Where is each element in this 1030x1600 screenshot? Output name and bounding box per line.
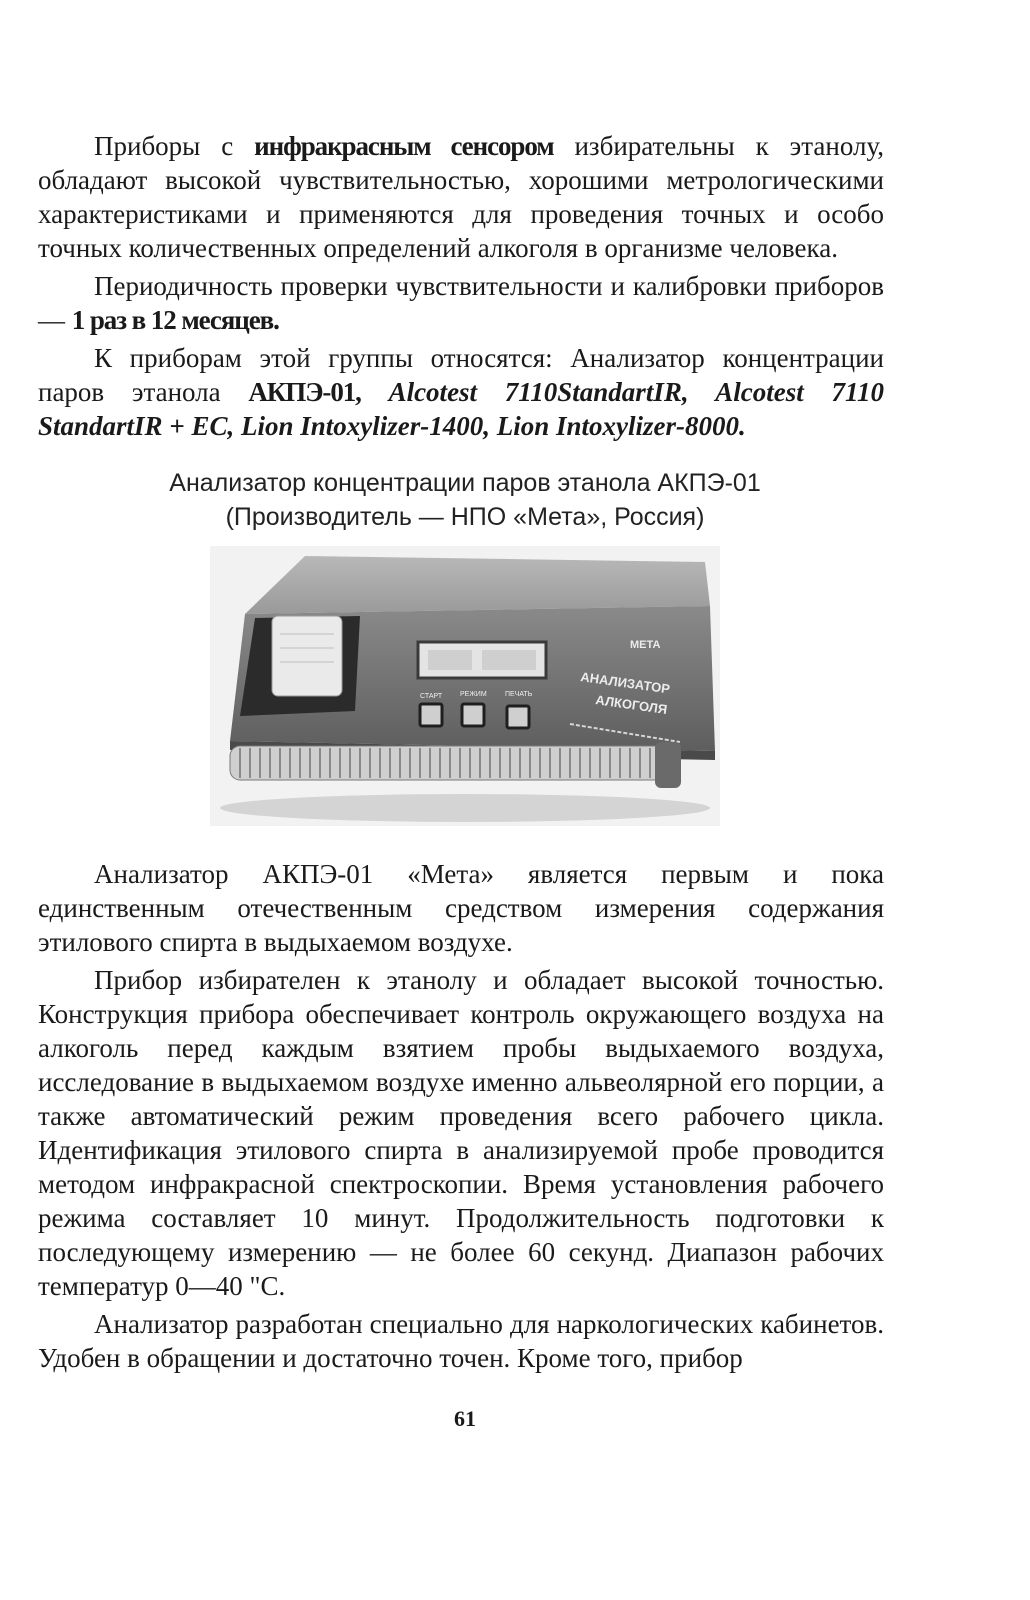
bold-term: инфракрасным сенсором xyxy=(254,131,554,161)
text-run: Периодичность проверки чувствительности и калибровки приборов — xyxy=(38,271,884,335)
paper-roll-icon xyxy=(272,616,342,696)
device-name-line-1: АНАЛИЗАТОР xyxy=(579,669,671,697)
lower-text-block xyxy=(38,857,884,1375)
caption-line-1: Анализатор концентрации паров этанола АКПЭ-01 xyxy=(169,469,761,497)
mode-button xyxy=(462,704,484,726)
page-number: 61 xyxy=(454,1406,476,1431)
device-shadow xyxy=(220,794,710,822)
bold-italic-models: Alcotest 7110StandartIR, Alcotest 7110 StandartIR + EC, Lion Intoxylizer-1400, Lion Intoxylizer-8000. xyxy=(38,377,884,441)
bold-model: АКПЭ-01, xyxy=(248,377,361,407)
upper-text-block xyxy=(38,129,884,443)
text-run: избирательны к этанолу, обладают высокой чувствительностью, хорошими метрологическими характеристиками и применяются для проведения точных и особо точных количественных определений алкоголя в организме человека. xyxy=(38,131,885,263)
figure-caption xyxy=(60,466,870,534)
caption-line-2: (Производитель — НПО «Мета», Россия) xyxy=(225,503,705,531)
paragraph-narcology-use: Анализатор разработан специально для наркологических кабинетов. Удобен в обращении и достаточно точен. Кроме того, прибор xyxy=(38,1309,884,1373)
paragraph-first-domestic: Анализатор АКПЭ-01 «Мета» является первым и пока единственным отечественным средством измерения содержания этилового спирта в выдыхаемом воздухе. xyxy=(38,859,884,957)
paragraph-infrared-sensor xyxy=(38,129,884,265)
device-photo xyxy=(210,546,720,826)
bold-period: 1 раз в 12 месяцев. xyxy=(71,305,279,335)
text-run: К приборам этой группы относятся: Анализатор концентрации паров этанола xyxy=(38,343,884,407)
device-name-line-2: АЛКОГОЛЯ xyxy=(594,692,669,718)
start-button xyxy=(420,704,442,726)
text-run: Приборы с xyxy=(94,131,255,161)
paragraph-device-features: Прибор избирателен к этанолу и обладает высокой точностью. Конструкция прибора обеспечивает контроль окружающего воздуха на алкоголь перед каждым взятием пробы выдыхаемого воздуха, исследование в выдыхаемом воздухе именно альвеолярной его порции, а также автоматический режим проведения всего рабочего цикла. Идентификация этилового спирта в анализируемой пробе проводится методом инфракрасной спектроскопии. Время установления рабочего режима составляет 10 минут. Продолжительность подготовки к последующему измерению — не более 60 секунд. Диапазон рабочих температур 0—40 "С. xyxy=(38,965,884,1301)
device-top-surface xyxy=(245,556,710,614)
paragraph-device-list xyxy=(38,341,884,443)
paragraph-calibration xyxy=(38,269,884,337)
button-label-start: СТАРТ xyxy=(420,693,443,700)
mouthpiece-icon xyxy=(655,742,681,788)
button-label-mode: РЕЖИМ xyxy=(460,691,487,698)
breathalyzer-illustration xyxy=(210,546,720,826)
button-label-print: ПЕЧАТЬ xyxy=(505,691,533,698)
brand-logo: МЕТА xyxy=(630,639,661,651)
print-button xyxy=(507,706,529,728)
